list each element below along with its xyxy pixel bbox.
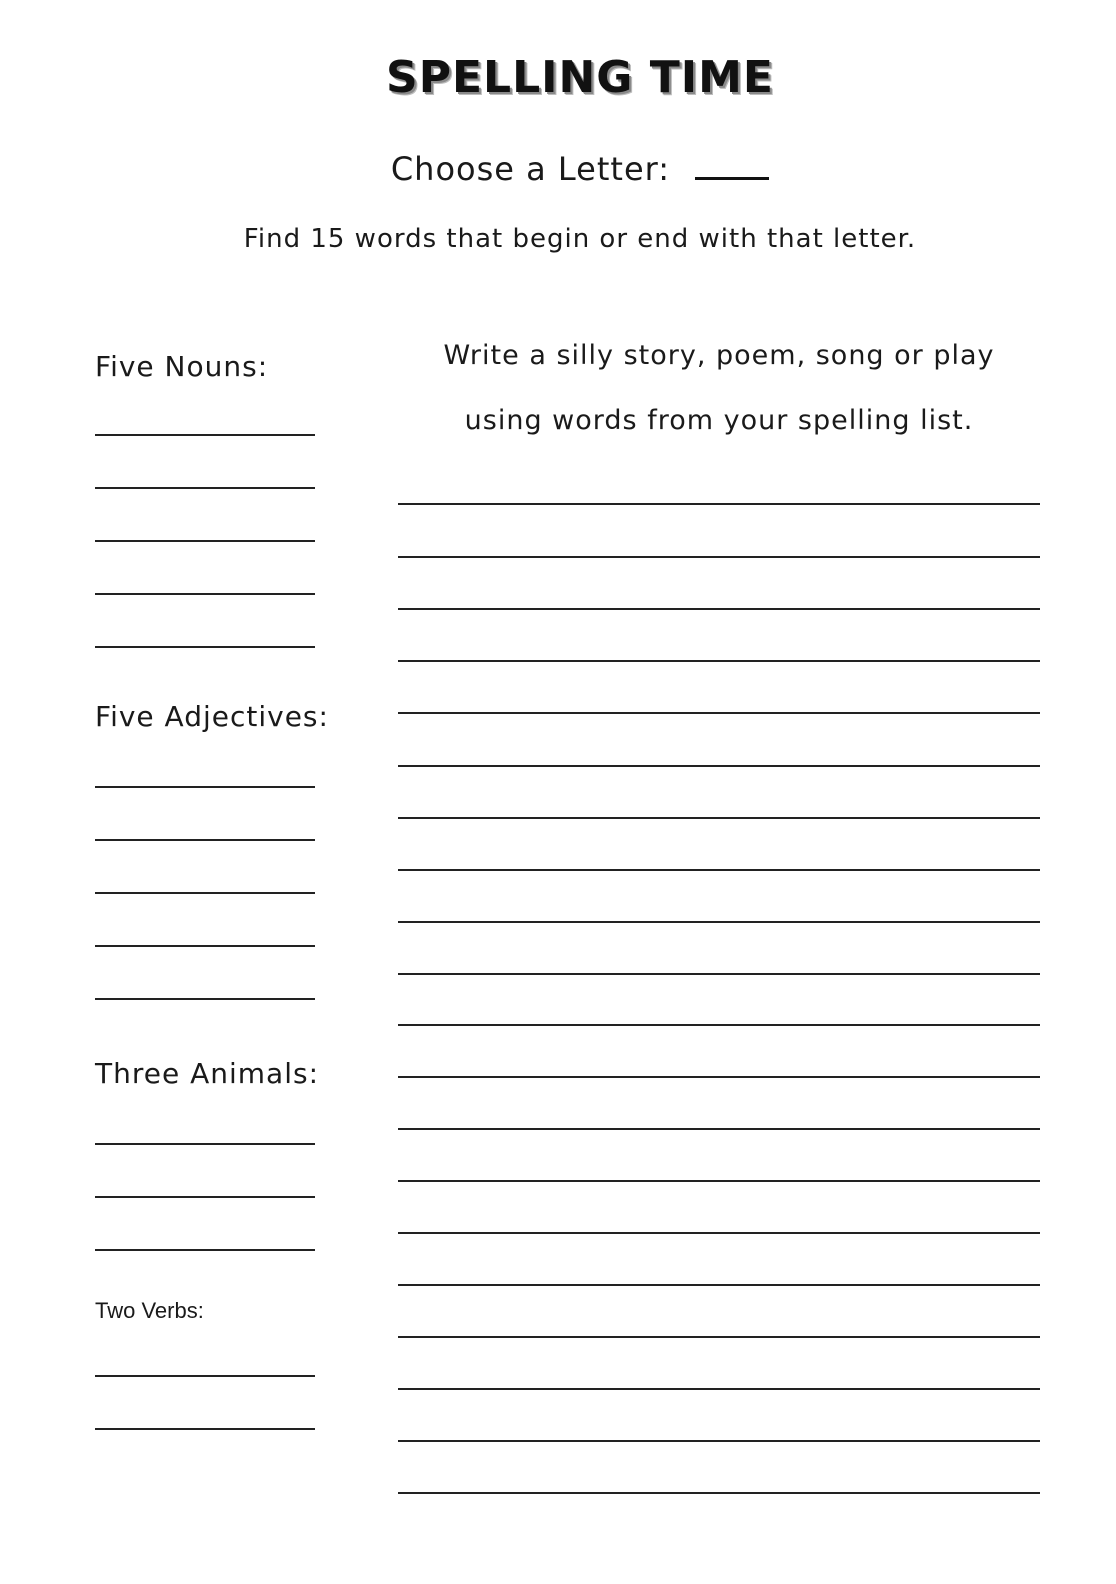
story-writing-line[interactable] <box>398 660 1040 662</box>
story-writing-line[interactable] <box>398 1492 1040 1494</box>
story-writing-line[interactable] <box>398 765 1040 767</box>
choose-letter-label: Choose a Letter: <box>390 150 671 188</box>
story-writing-line[interactable] <box>398 712 1040 714</box>
animals-label: Three Animals: <box>95 1057 320 1090</box>
story-writing-line[interactable] <box>398 1180 1040 1182</box>
nouns-label: Five Nouns: <box>95 350 269 383</box>
adjective-blank-line[interactable] <box>95 892 315 894</box>
adjective-blank-line[interactable] <box>95 945 315 947</box>
story-writing-line[interactable] <box>398 973 1040 975</box>
story-writing-line[interactable] <box>398 556 1040 558</box>
story-writing-line[interactable] <box>398 1024 1040 1026</box>
noun-blank-line[interactable] <box>95 434 315 436</box>
adjective-blank-line[interactable] <box>95 786 315 788</box>
noun-blank-line[interactable] <box>95 540 315 542</box>
story-writing-line[interactable] <box>398 1128 1040 1130</box>
noun-blank-line[interactable] <box>95 646 315 648</box>
story-writing-line[interactable] <box>398 1388 1040 1390</box>
page-title: SPELLING TIME <box>386 52 774 103</box>
letter-blank[interactable] <box>695 157 769 180</box>
story-writing-line[interactable] <box>398 1076 1040 1078</box>
story-writing-line[interactable] <box>398 869 1040 871</box>
verbs-label: Two Verbs: <box>95 1298 204 1323</box>
story-writing-line[interactable] <box>398 1440 1040 1442</box>
verb-blank-line[interactable] <box>95 1375 315 1377</box>
animal-blank-line[interactable] <box>95 1196 315 1198</box>
animal-blank-line[interactable] <box>95 1143 315 1145</box>
choose-letter-prompt <box>0 150 1116 188</box>
story-writing-line[interactable] <box>398 1336 1040 1338</box>
story-writing-line[interactable] <box>398 1232 1040 1234</box>
story-writing-line[interactable] <box>398 503 1040 505</box>
story-writing-line[interactable] <box>398 817 1040 819</box>
noun-blank-line[interactable] <box>95 593 315 595</box>
story-prompt-line-2: using words from your spelling list. <box>464 405 974 436</box>
verb-blank-line[interactable] <box>95 1428 315 1430</box>
noun-blank-line[interactable] <box>95 487 315 489</box>
story-prompt-line-1: Write a silly story, poem, song or play <box>443 340 995 371</box>
instruction-text: Find 15 words that begin or end with that letter. <box>243 224 917 254</box>
adjective-blank-line[interactable] <box>95 998 315 1000</box>
story-writing-line[interactable] <box>398 1284 1040 1286</box>
story-writing-line[interactable] <box>398 608 1040 610</box>
adjectives-label: Five Adjectives: <box>95 700 329 733</box>
animal-blank-line[interactable] <box>95 1249 315 1251</box>
story-writing-line[interactable] <box>398 921 1040 923</box>
adjective-blank-line[interactable] <box>95 839 315 841</box>
